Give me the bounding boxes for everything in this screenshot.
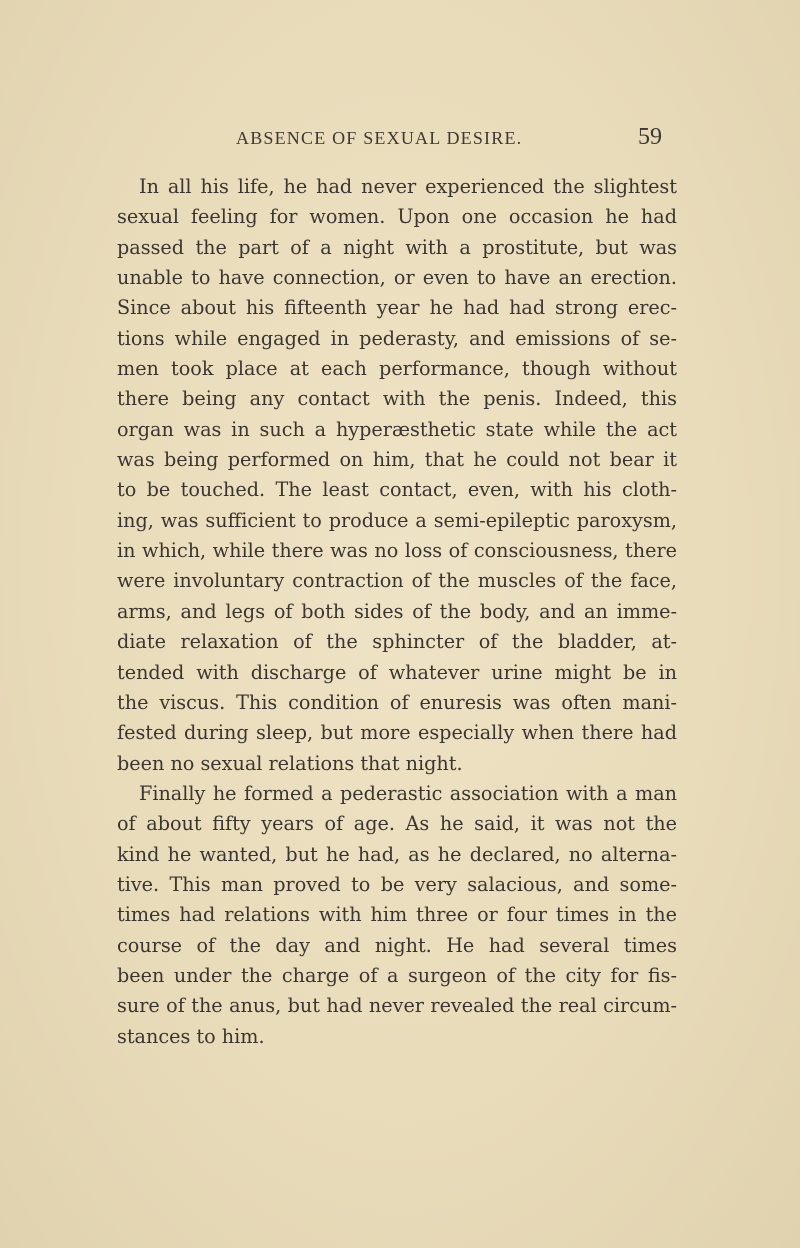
text-line: tions while engaged in pederasty, and emissions of se- <box>117 326 677 350</box>
text-line: sexual feeling for women. Upon one occasion he had <box>117 205 677 229</box>
text-line: passed the part of a night with a prostitute, but was <box>117 235 677 259</box>
text-line: tive. This man proved to be very salacious, and some- <box>117 872 677 896</box>
text-line: men took place at each performance, though without <box>117 357 677 381</box>
text-line: unable to have connection, or even to have an erection. <box>117 266 677 290</box>
text-line: been under the charge of a surgeon of the city for fis- <box>117 963 677 987</box>
text-line: tended with discharge of whatever urine might be in <box>117 660 677 684</box>
text-line: sure of the anus, but had never revealed the real circum- <box>117 994 677 1018</box>
running-head: ABSENCE OF SEXUAL DESIRE. <box>236 128 523 148</box>
text-line: kind he wanted, but he had, as he declared, no alterna- <box>117 842 677 866</box>
text-line: in which, while there was no loss of consciousness, there <box>117 539 677 563</box>
text-line: there being any contact with the penis. Indeed, this <box>117 387 677 411</box>
text-line: Since about his fifteenth year he had had strong erec- <box>117 296 677 320</box>
text-line: to be touched. The least contact, even, with his cloth- <box>117 478 677 502</box>
text-line: the viscus. This condition of enuresis was often mani- <box>117 690 677 714</box>
text-line: of about fifty years of age. As he said, it was not the <box>117 812 677 836</box>
text-line: was being performed on him, that he could not bear it <box>117 448 677 472</box>
text-line: organ was in such a hyperæsthetic state while the act <box>117 417 677 441</box>
page-number: 59 <box>638 124 662 150</box>
text-line: stances to him. <box>117 1024 265 1048</box>
text-line: times had relations with him three or four times in the <box>117 903 677 927</box>
text-line: were involuntary contraction of the muscles of the face, <box>117 569 677 593</box>
text-line: fested during sleep, but more especially when there had <box>117 721 677 745</box>
text-line: In all his life, he had never experienced the slightest <box>139 175 677 198</box>
page-header <box>0 124 800 160</box>
text-line: arms, and legs of both sides of the body, and an imme- <box>117 599 677 623</box>
body-text <box>117 172 677 1052</box>
text-line: course of the day and night. He had several times <box>117 933 677 957</box>
text-line: diate relaxation of the sphincter of the bladder, at- <box>117 630 677 654</box>
text-line: ing, was sufficient to produce a semi-epileptic paroxysm, <box>117 508 677 532</box>
text-line: been no sexual relations that night. <box>117 751 463 775</box>
text-line: Finally he formed a pederastic association with a man <box>139 781 677 805</box>
